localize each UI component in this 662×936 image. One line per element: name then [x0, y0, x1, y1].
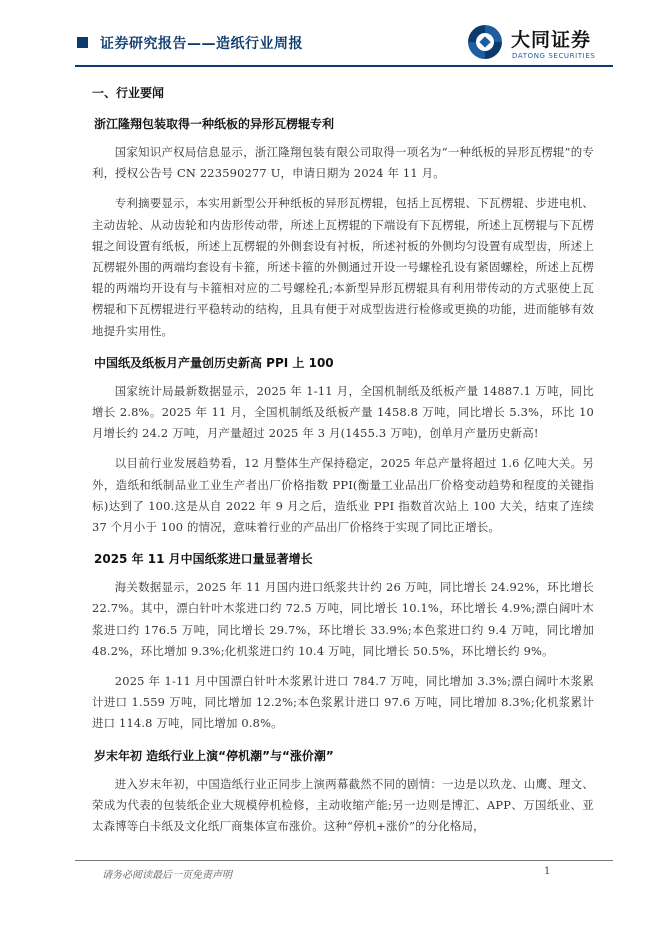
- logo-chinese-name: 大同证券: [511, 29, 592, 51]
- news-heading: 2025 年 11 月中国纸浆进口量显著增长: [94, 552, 313, 567]
- report-title: 证券研究报告——造纸行业周报: [100, 36, 303, 52]
- news-heading: 岁末年初 造纸行业上演“停机潮”与“涨价潮”: [94, 748, 334, 763]
- logo-english-name: DATONG SECURITIES: [512, 52, 596, 60]
- news-paragraph: 国家统计局最新数据显示，2025 年 1-11 月，全国机制纸及纸板产量 14887.1 万吨，同比增长 2.8%。2025 年 11 月，全国机制纸及纸板产量 1458.8 万吨，同比增长 5.3%，环比 10 月增长约 24.2 万吨，月产量超过 2025 年 3 月(1455.3 万吨)，创单月产量历史新高!: [92, 383, 594, 441]
- news-item: [94, 115, 594, 342]
- report-header: [0, 0, 662, 74]
- header-divider: [75, 65, 613, 67]
- news-paragraph: 以目前行业发展趋势看，12 月整体生产保持稳定，2025 年总产量将超过 1.6 亿吨大关。另外，造纸和纸制品业工业生产者出厂价格指数 PPI(衡量工业品出厂价格变动趋势和程度的关键指标)达到了 100.这是从自 2022 年 9 月之后，造纸业 PPI 指数首次站上 100 大关，结束了连续 37 个月小于 100 的情况，意味着行业的产品出厂价格终于实现了同比正增长。: [92, 456, 594, 535]
- report-body: [94, 84, 594, 849]
- disclaimer-note: 请务必阅读最后一页免责声明: [102, 870, 232, 881]
- news-paragraph: 国家知识产权局信息显示，浙江隆翔包装有限公司取得一项名为“一种纸板的异形瓦楞辊”的专利，授权公告号 CN 223590277 U，申请日期为 2024 年 11 月。: [92, 145, 594, 181]
- footer-divider: [75, 860, 613, 861]
- header-square-marker: [77, 37, 88, 48]
- page-number: 1: [544, 866, 551, 877]
- news-item: [94, 550, 594, 734]
- news-paragraph: 海关数据显示，2025 年 11 月国内进口纸浆共计约 26 万吨，同比增长 24.92%，环比增长 22.7%。其中，漂白针叶木浆进口约 72.5 万吨，同比增长 10.1%，环比增长 4.9%;漂白阔叶木浆进口约 176.5 万吨，同比增长 29.7%，环比增长 33.9%;本色浆进口约 9.4 万吨，同比增加 48.2%，环比增加 9.3%;化机浆进口约 10.4 万吨，同比增长 50.5%，环比增长约 9%。: [92, 580, 594, 658]
- news-paragraph: 进入岁末年初，中国造纸行业正同步上演两幕截然不同的剧情：一边是以玖龙、山鹰、理文、荣成为代表的包装纸企业大规模停机检修，主动收缩产能;另一边则是博汇、APP、万国纸业、亚太森博等白卡纸及文化纸厂商集体宣布涨价。这种“停机+涨价”的分化格局，: [92, 776, 594, 834]
- news-paragraph: 专利摘要显示，本实用新型公开种纸板的异形瓦楞辊，包括上瓦楞辊、下瓦楞辊、步进电机、主动齿轮、从动齿轮和内齿形传动带，所述上瓦楞辊的下端设有下瓦楞辊，所述上瓦楞辊与下瓦楞辊之间设置有纸板，所述上瓦楞辊的外侧套设有衬板，所述衬板的外侧均匀设置有成型齿，所述上瓦楞辊外围的两端均套设有卡箍，所述卡箍的外侧通过开设一号螺栓孔设有紧固螺栓，所述上瓦楞辊的两端均开设有与卡箍相对应的二号螺栓孔;本新型异形瓦楞辊具有利用带传动的方式驱使上瓦楞辊和下瓦楞辊进行平稳转动的结构，且具有便于对成型齿进行检修或更换的功能，进而能够有效地提升实用性。: [92, 196, 594, 338]
- news-item: [94, 747, 594, 838]
- section-title: 一、行业要闻: [92, 86, 165, 100]
- company-logo: [465, 22, 615, 66]
- datong-logo-icon: [465, 22, 505, 62]
- news-paragraph: 2025 年 1-11 月中国漂白针叶木浆累计进口 784.7 万吨，同比增加 3.3%;漂白阔叶木浆累计进口 1.559 万吨，同比增加 12.2%;本色浆累计进口 97.6 万吨，同比增加 8.3%;化机浆累计进口 114.8 万吨，同比增加 0.8%。: [92, 674, 594, 731]
- news-item: [94, 354, 594, 538]
- news-heading: 中国纸及纸板月产量创历史新高 PPI 上 100: [94, 355, 334, 370]
- news-heading: 浙江隆翔包装取得一种纸板的异形瓦楞辊专利: [94, 117, 335, 131]
